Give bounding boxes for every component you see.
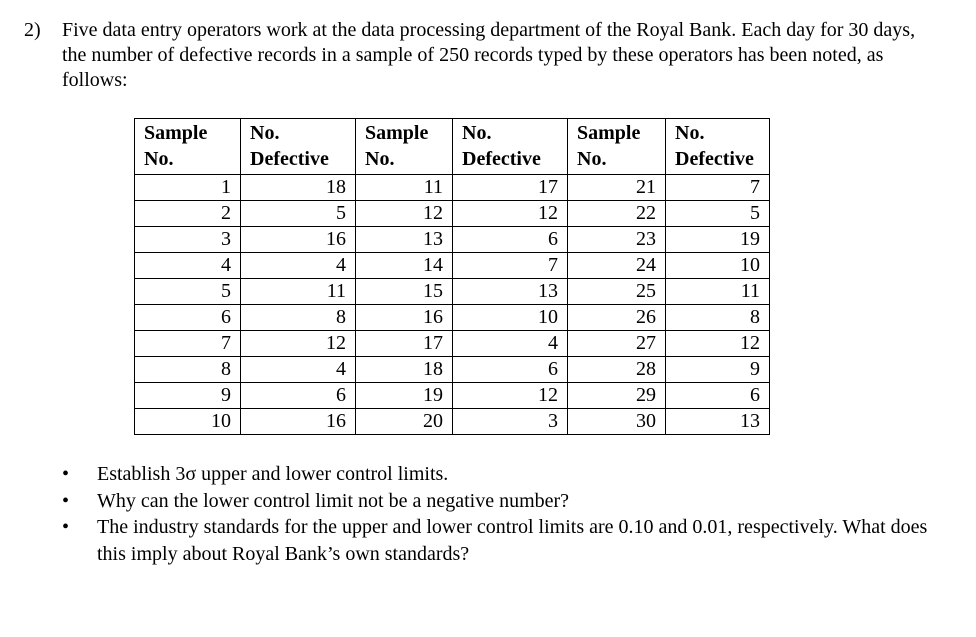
table-cell: 19: [356, 383, 453, 409]
table-cell: 6: [666, 383, 770, 409]
table-cell: 4: [453, 331, 568, 357]
table-cell: 5: [135, 279, 241, 305]
table-cell: 18: [356, 357, 453, 383]
table-cell: 8: [135, 357, 241, 383]
question-item: [62, 488, 942, 515]
bullet-icon: •: [62, 516, 70, 538]
table-cell: 9: [666, 357, 770, 383]
table-cell: 7: [453, 253, 568, 279]
question-text: Establish 3σ upper and lower control limits.: [97, 463, 449, 485]
table-cell: 6: [135, 305, 241, 331]
table-cell: 22: [568, 201, 666, 227]
header-no-defective-1: No. Defective: [241, 119, 356, 175]
table-cell: 9: [135, 383, 241, 409]
table-cell: 4: [135, 253, 241, 279]
table-cell: 10: [135, 409, 241, 435]
table-cell: 3: [135, 227, 241, 253]
header-sample-no-3: Sample No.: [568, 119, 666, 175]
table-cell: 12: [356, 201, 453, 227]
bullet-icon: •: [62, 463, 70, 485]
table-cell: 24: [568, 253, 666, 279]
table-cell: 4: [241, 357, 356, 383]
table-cell: 19: [666, 227, 770, 253]
table-cell: 6: [241, 383, 356, 409]
table-cell: 8: [666, 305, 770, 331]
table-cell: 13: [356, 227, 453, 253]
table-cell: 14: [356, 253, 453, 279]
table-cell: 21: [568, 175, 666, 201]
table-cell: 29: [568, 383, 666, 409]
table-cell: 26: [568, 305, 666, 331]
header-no-defective-2: No. Defective: [453, 119, 568, 175]
table-header-row: [135, 119, 770, 175]
question-text: Why can the lower control limit not be a negative number?: [97, 489, 570, 512]
question-text: The industry standards for the upper and lower control limits are 0.10 and 0.01, respectively. What does this imply about Royal Bank’s own standards?: [97, 516, 928, 565]
table-cell: 18: [241, 175, 356, 201]
table-row: [135, 409, 770, 435]
table-row: [135, 383, 770, 409]
problem-number: 2): [24, 19, 41, 41]
header-sample-no-2: Sample No.: [356, 119, 453, 175]
table-cell: 12: [666, 331, 770, 357]
table-cell: 1: [135, 175, 241, 201]
table-row: [135, 279, 770, 305]
table-cell: 5: [241, 201, 356, 227]
problem-statement: [24, 18, 944, 93]
table-cell: 30: [568, 409, 666, 435]
table-cell: 13: [666, 409, 770, 435]
table-cell: 8: [241, 305, 356, 331]
header-no-defective-3: No. Defective: [666, 119, 770, 175]
table-cell: 15: [356, 279, 453, 305]
table-cell: 12: [453, 201, 568, 227]
question-item: [62, 461, 942, 488]
table-row: [135, 227, 770, 253]
defective-records-table: [134, 118, 770, 435]
table-cell: 10: [453, 305, 568, 331]
table-cell: 11: [356, 175, 453, 201]
table-cell: 6: [453, 357, 568, 383]
table-cell: 11: [666, 279, 770, 305]
table-cell: 16: [241, 227, 356, 253]
table-cell: 3: [453, 409, 568, 435]
table-cell: 16: [241, 409, 356, 435]
table-row: [135, 175, 770, 201]
table-cell: 27: [568, 331, 666, 357]
table-body: [135, 175, 770, 435]
table-row: [135, 331, 770, 357]
table-cell: 13: [453, 279, 568, 305]
question-list: [62, 461, 942, 567]
header-sample-no-1: Sample No.: [135, 119, 241, 175]
table-cell: 5: [666, 201, 770, 227]
table-cell: 17: [453, 175, 568, 201]
table-cell: 17: [356, 331, 453, 357]
table-row: [135, 201, 770, 227]
table-cell: 28: [568, 357, 666, 383]
table-cell: 11: [241, 279, 356, 305]
table-cell: 12: [453, 383, 568, 409]
table-cell: 10: [666, 253, 770, 279]
table-cell: 2: [135, 201, 241, 227]
table-cell: 4: [241, 253, 356, 279]
problem-text: Five data entry operators work at the data processing department of the Royal Bank. Each day for 30 days, the number of defective records in a sample of 250 records typed by these operators has been noted, as follows:: [62, 19, 916, 91]
table-cell: 23: [568, 227, 666, 253]
table-cell: 6: [453, 227, 568, 253]
table-cell: 12: [241, 331, 356, 357]
table-cell: 16: [356, 305, 453, 331]
table-cell: 20: [356, 409, 453, 435]
table-cell: 25: [568, 279, 666, 305]
question-item: [62, 514, 942, 567]
table-row: [135, 357, 770, 383]
table-cell: 7: [135, 331, 241, 357]
table-row: [135, 253, 770, 279]
table-cell: 7: [666, 175, 770, 201]
bullet-icon: •: [62, 489, 70, 512]
table-row: [135, 305, 770, 331]
